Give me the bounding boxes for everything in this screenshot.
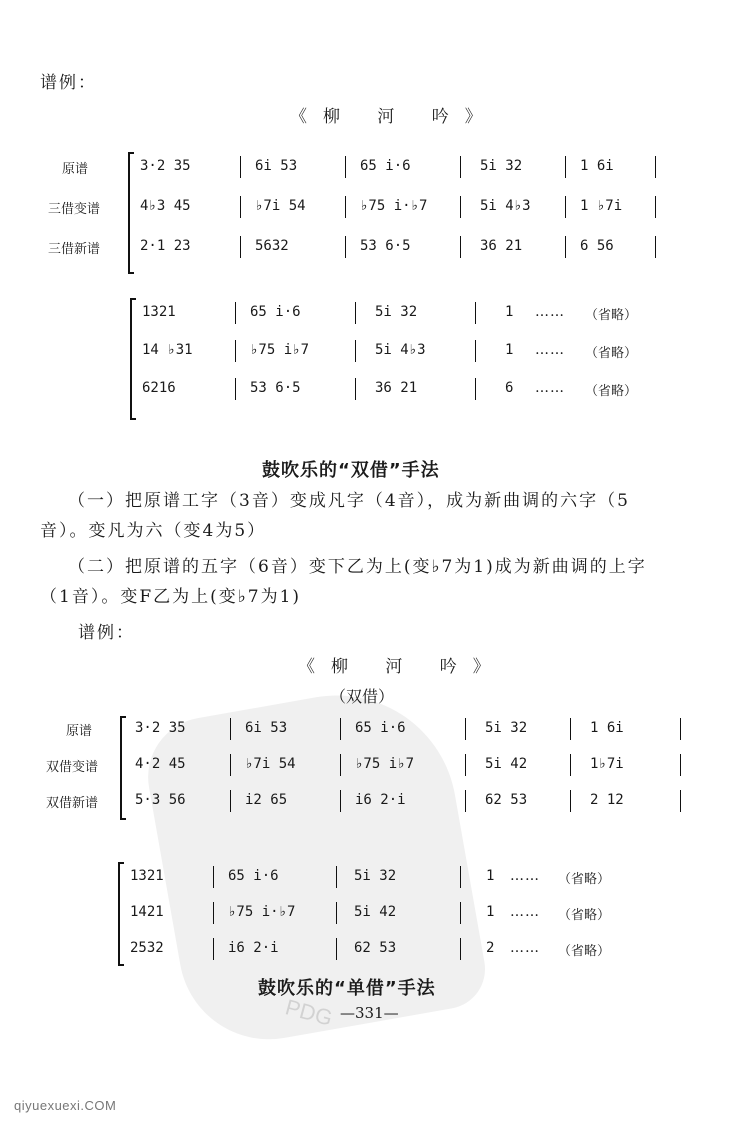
barline	[475, 302, 476, 324]
continuation-dots: ……	[535, 342, 565, 358]
score-brace	[130, 298, 136, 420]
measure: 6i 53	[245, 720, 288, 736]
omitted-note: （省略）	[558, 872, 611, 887]
barline	[345, 236, 346, 258]
barline	[570, 718, 571, 740]
measure: 3·2 35	[140, 158, 191, 174]
score-brace	[118, 862, 124, 966]
measure: 5i 32	[375, 304, 418, 320]
measure: 5i 42	[354, 904, 397, 920]
barline	[465, 718, 466, 740]
measure: 62 53	[485, 792, 528, 808]
barline	[230, 790, 231, 812]
measure: 1	[505, 304, 514, 320]
measure: 6i 53	[255, 158, 298, 174]
pdg-watermark: PDG	[282, 994, 336, 1031]
measure: 6216	[142, 380, 176, 396]
next-section-title: 鼓吹乐的“单借”手法	[258, 978, 436, 999]
barline	[460, 866, 461, 888]
barline	[345, 196, 346, 218]
measure: 2·1 23	[140, 238, 191, 254]
barline	[340, 790, 341, 812]
measure: 5i 32	[480, 158, 523, 174]
example2-subtitle: （双借）	[330, 687, 395, 706]
measure: 1	[486, 904, 495, 920]
measure: 53 6·5	[360, 238, 411, 254]
barline	[680, 754, 681, 776]
omitted-note: （省略）	[585, 346, 638, 361]
measure: 1	[486, 868, 495, 884]
measure: 2 12	[590, 792, 624, 808]
barline	[570, 790, 571, 812]
measure: 5632	[255, 238, 289, 254]
measure: i2 65	[245, 792, 288, 808]
omitted-note: （省略）	[558, 908, 611, 923]
measure: 4·2 45	[135, 756, 186, 772]
measure: 1421	[130, 904, 164, 920]
barline	[475, 378, 476, 400]
measure: 14 ♭31	[142, 342, 193, 358]
barline	[565, 196, 566, 218]
barline	[230, 754, 231, 776]
row-label: 双借新谱	[46, 796, 99, 811]
measure: ♭75 i♭7	[250, 342, 310, 358]
omitted-note: （省略）	[558, 944, 611, 959]
omitted-note: （省略）	[585, 308, 638, 323]
barline	[336, 938, 337, 960]
intro-label: 谱例：	[40, 73, 97, 93]
barline	[340, 718, 341, 740]
barline	[230, 718, 231, 740]
measure: 1321	[142, 304, 176, 320]
barline	[465, 790, 466, 812]
row-label: 三借变谱	[48, 202, 101, 217]
paragraph-line: （1音）。变F乙为上(变♭7为1)	[40, 587, 302, 607]
measure: 1♭7i	[590, 756, 624, 772]
barline	[655, 196, 656, 218]
barline	[655, 236, 656, 258]
barline	[213, 902, 214, 924]
barline	[355, 340, 356, 362]
measure: 5i 32	[485, 720, 528, 736]
example1-song-title: 《柳 河 吟》	[290, 107, 498, 127]
measure: 1 6i	[590, 720, 624, 736]
barline	[475, 340, 476, 362]
paragraph-line: （二）把原谱的五字（6音）变下乙为上(变♭7为1)成为新曲调的上字	[68, 557, 647, 577]
continuation-dots: ……	[535, 304, 565, 320]
score-brace	[128, 152, 134, 274]
barline	[235, 378, 236, 400]
example2-label: 谱例：	[78, 623, 135, 643]
measure: 62 53	[354, 940, 397, 956]
barline	[336, 866, 337, 888]
measure: 1 6i	[580, 158, 614, 174]
continuation-dots: ……	[510, 868, 540, 884]
barline	[355, 378, 356, 400]
measure: 3·2 35	[135, 720, 186, 736]
barline	[240, 156, 241, 178]
barline	[655, 156, 656, 178]
barline	[340, 754, 341, 776]
measure: ♭75 i·♭7	[228, 904, 296, 920]
page-number: —331—	[340, 1004, 399, 1022]
measure: 53 6·5	[250, 380, 301, 396]
barline	[235, 340, 236, 362]
measure: 6 56	[580, 238, 614, 254]
row-label: 原谱	[66, 724, 93, 739]
barline	[680, 790, 681, 812]
row-label: 三借新谱	[48, 242, 101, 257]
measure: 5i 42	[485, 756, 528, 772]
measure: i6 2·i	[228, 940, 279, 956]
barline	[213, 866, 214, 888]
measure: 2	[486, 940, 495, 956]
score-brace	[120, 716, 126, 820]
barline	[460, 236, 461, 258]
barline	[336, 902, 337, 924]
measure: 1321	[130, 868, 164, 884]
paragraph-line: 音）。变凡为六（变4为5）	[40, 521, 267, 541]
barline	[565, 156, 566, 178]
barline	[460, 196, 461, 218]
barline	[570, 754, 571, 776]
measure: 65 i·6	[360, 158, 411, 174]
measure: 5i 4♭3	[375, 342, 426, 358]
barline	[240, 196, 241, 218]
continuation-dots: ……	[510, 904, 540, 920]
measure: 6	[505, 380, 514, 396]
example2-song-title: 《柳 河 吟》	[298, 657, 506, 677]
measure: 36 21	[480, 238, 523, 254]
measure: 65 i·6	[250, 304, 301, 320]
measure: 36 21	[375, 380, 418, 396]
measure: 5i 4♭3	[480, 198, 531, 214]
measure: ♭7i 54	[255, 198, 306, 214]
site-watermark: qiyuexuexi.COM	[14, 1098, 117, 1113]
barline	[460, 902, 461, 924]
continuation-dots: ……	[535, 380, 565, 396]
barline	[460, 156, 461, 178]
section-title: 鼓吹乐的“双借”手法	[262, 460, 440, 481]
measure: i6 2·i	[355, 792, 406, 808]
measure: 2532	[130, 940, 164, 956]
barline	[235, 302, 236, 324]
barline	[460, 938, 461, 960]
barline	[345, 156, 346, 178]
measure: ♭75 i·♭7	[360, 198, 428, 214]
measure: 65 i·6	[228, 868, 279, 884]
barline	[355, 302, 356, 324]
measure: ♭75 i♭7	[355, 756, 415, 772]
measure: 65 i·6	[355, 720, 406, 736]
barline	[213, 938, 214, 960]
continuation-dots: ……	[510, 940, 540, 956]
measure: 5·3 56	[135, 792, 186, 808]
measure: 5i 32	[354, 868, 397, 884]
barline	[465, 754, 466, 776]
measure: ♭7i 54	[245, 756, 296, 772]
measure: 4♭3 45	[140, 198, 191, 214]
row-label: 双借变谱	[46, 760, 99, 775]
barline	[240, 236, 241, 258]
row-label: 原谱	[62, 162, 89, 177]
measure: 1	[505, 342, 514, 358]
measure: 1 ♭7i	[580, 198, 623, 214]
barline	[680, 718, 681, 740]
omitted-note: （省略）	[585, 384, 638, 399]
barline	[565, 236, 566, 258]
paragraph-line: （一）把原谱工字（3音）变成凡字（4音），成为新曲调的六字（5	[68, 491, 630, 511]
